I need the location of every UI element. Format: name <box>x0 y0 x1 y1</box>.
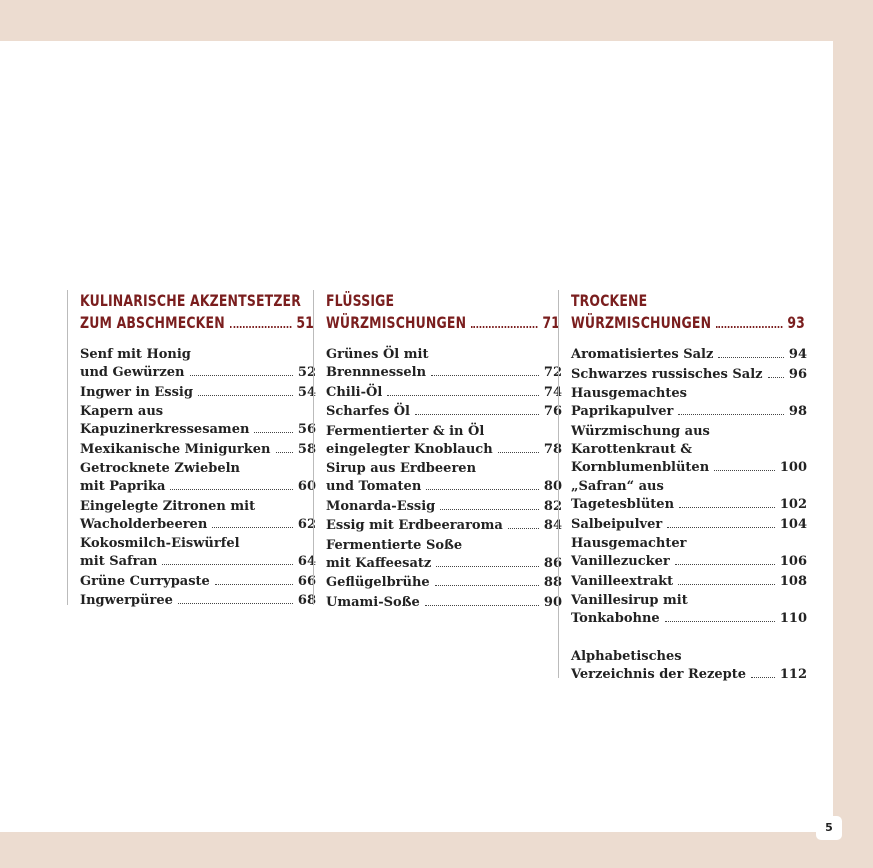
dot-leader <box>508 528 539 529</box>
toc-section-trockene-wuerzmischungen <box>558 290 807 682</box>
entry-page-number: 102 <box>779 497 807 512</box>
spacer <box>571 630 807 648</box>
toc-entry[interactable]: Hausgemachter Vanillezucker 106 <box>571 536 807 569</box>
dot-leader <box>716 326 783 328</box>
entry-page-number: 106 <box>779 554 807 569</box>
toc-entry[interactable]: Sirup aus Erdbeeren und Tomaten 80 <box>326 461 562 494</box>
dot-leader <box>678 414 784 415</box>
page-number: 5 <box>816 816 842 840</box>
section-title-line: FLÜSSIGE <box>326 291 395 310</box>
entry-page-number: 74 <box>543 384 562 400</box>
entry-page-number: 94 <box>788 347 807 362</box>
entry-page-number: 98 <box>788 404 807 419</box>
toc-entry[interactable]: Ingwerpüree 68 <box>80 593 316 608</box>
section-title-line: KULINARISCHE AKZENTSETZER <box>80 291 301 310</box>
toc-entry[interactable]: Vanillesirup mit Tonkabohne 110 <box>571 593 807 626</box>
section-title-line: TROCKENE <box>571 291 648 310</box>
toc-entry[interactable]: Grünes Öl mit Brennnesseln 72 <box>326 347 562 380</box>
dot-leader <box>426 489 539 490</box>
section-title <box>326 290 560 334</box>
toc-entry[interactable]: Schwarzes russisches Salz 96 <box>571 366 807 382</box>
entry-page-number: 60 <box>297 479 316 494</box>
dot-leader <box>436 566 539 567</box>
entry-page-number: 64 <box>297 554 316 569</box>
toc-entry[interactable]: Senf mit Honig und Gewürzen 52 <box>80 347 316 380</box>
section-title <box>571 290 805 334</box>
entry-page-number: 82 <box>543 498 562 514</box>
dot-leader <box>190 375 293 376</box>
section-title-line: ZUM ABSCHMECKEN <box>80 313 225 332</box>
dot-leader <box>678 584 775 585</box>
toc-entry[interactable]: Kokosmilch-Eiswürfel mit Safran 64 <box>80 536 316 569</box>
dot-leader <box>215 584 293 585</box>
dot-leader <box>751 677 775 678</box>
dot-leader <box>254 432 292 433</box>
entry-page-number: 66 <box>297 573 316 589</box>
entry-page-number: 52 <box>297 365 316 380</box>
toc-entry[interactable]: Scharfes Öl 76 <box>326 404 562 419</box>
dot-leader <box>387 395 539 396</box>
dot-leader <box>471 326 538 328</box>
entry-page-number: 80 <box>543 479 562 494</box>
entry-page-number: 86 <box>543 555 562 571</box>
toc-entry[interactable]: Monarda-Essig 82 <box>326 498 562 514</box>
entry-page-number: 110 <box>779 611 807 626</box>
dot-leader <box>768 377 784 378</box>
dot-leader <box>229 326 291 328</box>
dot-leader <box>162 564 293 565</box>
dot-leader <box>665 621 775 622</box>
entry-page-number: 84 <box>543 518 562 533</box>
toc-entry[interactable]: Geflügelbrühe 88 <box>326 575 562 590</box>
dot-leader <box>212 527 293 528</box>
toc-entry[interactable]: Hausgemachtes Paprikapulver 98 <box>571 386 807 419</box>
toc-entry[interactable]: Würzmischung aus Karottenkraut & Kornblumenblüten 100 <box>571 423 807 475</box>
dot-leader <box>498 452 539 453</box>
toc-section-kulinarische-akzentsetzer <box>67 290 316 608</box>
toc-entry[interactable]: Mexikanische Minigurken 58 <box>80 441 316 457</box>
toc-entry[interactable]: Fermentierte Soße mit Kaffeesatz 86 <box>326 537 562 571</box>
toc-entry[interactable]: Grüne Currypaste 66 <box>80 573 316 589</box>
toc-entry[interactable]: Essig mit Erdbeeraroma 84 <box>326 518 562 533</box>
entry-page-number: 56 <box>297 422 316 437</box>
toc-entry[interactable]: Umami-Soße 90 <box>326 594 562 610</box>
entry-page-number: 76 <box>543 404 562 419</box>
dot-leader <box>435 585 539 586</box>
dot-leader <box>276 452 293 453</box>
entry-page-number: 58 <box>297 441 316 457</box>
entry-page-number: 72 <box>543 365 562 380</box>
dot-leader <box>415 414 539 415</box>
dot-leader <box>425 605 539 606</box>
entry-page-number: 62 <box>297 516 316 532</box>
dot-leader <box>667 527 775 528</box>
entry-page-number: 108 <box>779 573 807 589</box>
dot-leader <box>431 375 539 376</box>
entry-page-number: 96 <box>788 366 807 382</box>
section-page-number: 71 <box>542 313 560 332</box>
toc-entry[interactable]: Ingwer in Essig 54 <box>80 384 316 400</box>
entry-page-number: 88 <box>543 575 562 590</box>
toc-entry-index[interactable]: Alphabetisches Verzeichnis der Rezepte 112 <box>571 648 807 682</box>
dot-leader <box>198 395 293 396</box>
toc-entry[interactable]: Salbeipulver 104 <box>571 516 807 532</box>
dot-leader <box>178 603 293 604</box>
section-title <box>80 290 314 334</box>
toc-entry[interactable]: Vanilleextrakt 108 <box>571 573 807 589</box>
dot-leader <box>170 489 293 490</box>
toc-entry[interactable]: Kapern aus Kapuzinerkressesamen 56 <box>80 404 316 437</box>
section-title-line: WÜRZMISCHUNGEN <box>326 313 467 332</box>
entry-page-number: 54 <box>297 384 316 400</box>
dot-leader <box>679 507 775 508</box>
section-page-number: 51 <box>296 313 314 332</box>
entry-page-number: 68 <box>297 593 316 608</box>
toc-entry[interactable]: Fermentierter & in Öl eingelegter Knoblauch 78 <box>326 423 562 457</box>
entry-page-number: 112 <box>779 666 807 682</box>
toc-entry[interactable]: Eingelegte Zitronen mit Wacholderbeeren 62 <box>80 498 316 532</box>
dot-leader <box>440 509 539 510</box>
toc-entry[interactable]: Aromatisiertes Salz 94 <box>571 347 807 362</box>
entry-page-number: 104 <box>779 516 807 532</box>
toc-section-fluessige-wuerzmischungen <box>313 290 562 610</box>
dot-leader <box>718 357 784 358</box>
entry-page-number: 100 <box>779 459 807 475</box>
entry-page-number: 90 <box>543 594 562 610</box>
dot-leader <box>714 470 775 471</box>
toc-entry[interactable]: Getrocknete Zwiebeln mit Paprika 60 <box>80 461 316 494</box>
section-page-number: 93 <box>787 313 805 332</box>
toc-entry[interactable]: Chili-Öl 74 <box>326 384 562 400</box>
section-title-line: WÜRZMISCHUNGEN <box>571 313 712 332</box>
dot-leader <box>675 564 775 565</box>
toc-entry[interactable]: „Safran“ aus Tagetesblüten 102 <box>571 479 807 512</box>
entry-page-number: 78 <box>543 441 562 457</box>
